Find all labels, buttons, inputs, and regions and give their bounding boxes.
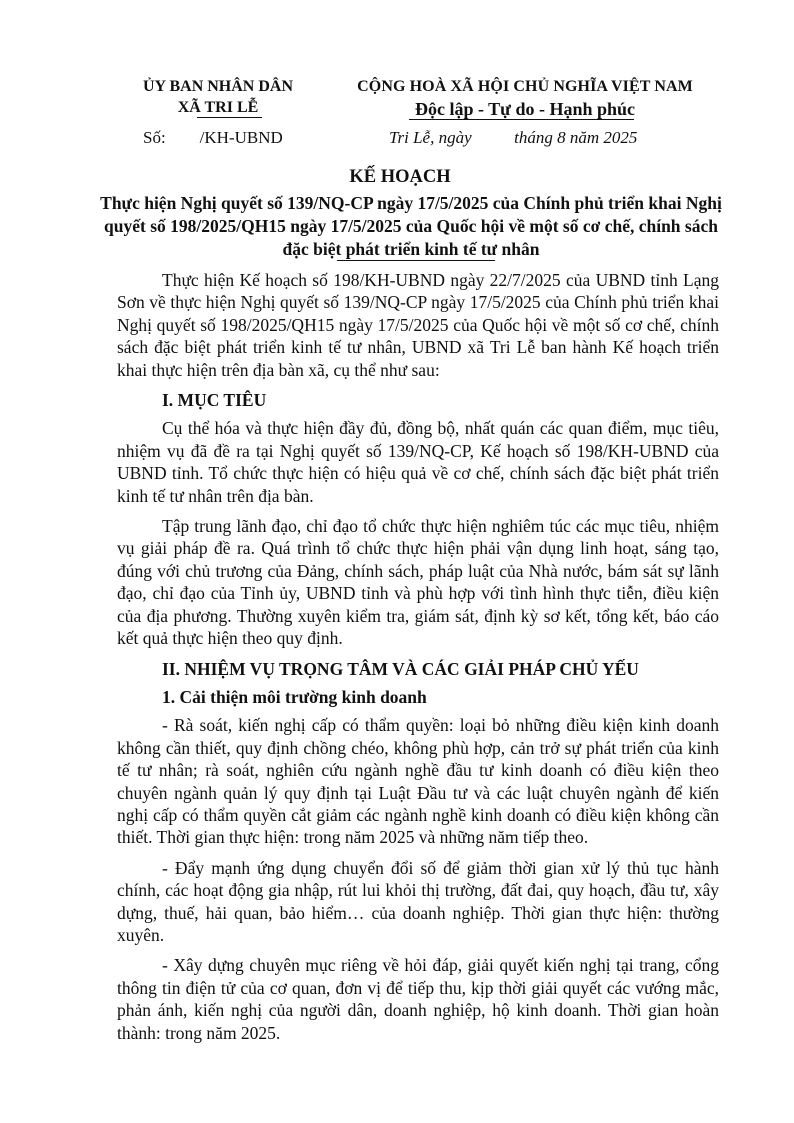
nation-name: CỘNG HOÀ XÃ HỘI CHỦ NGHĨA VIỆT NAM — [357, 78, 693, 95]
subtitle-underline — [337, 260, 495, 261]
agency-line-1: ỦY BAN NHÂN DÂN — [142, 78, 294, 95]
motto: Độc lập - Tự do - Hạnh phúc — [414, 99, 636, 119]
issuing-agency — [118, 76, 318, 118]
section-heading-tasks: II. NHIỆM VỤ TRỌNG TÂM VÀ CÁC GIẢI PHÁP CHỦ YẾU — [162, 658, 639, 679]
subsection-heading-business-environment: 1. Cải thiện môi trường kinh doanh — [162, 686, 427, 707]
document-number: Số: /KH-UBND — [143, 128, 283, 147]
national-motto — [330, 76, 720, 120]
objectives-paragraph-2: Tập trung lãnh đạo, chỉ đạo tổ chức thực hiện nghiêm túc các mục tiêu, nhiệm vụ giải pháp đề ra. Quá trình tổ chức thực hiện phải vận dụng linh hoạt, sáng tạo, đúng với chủ trương của Đảng, chính sách, pháp luật của Nhà nước, bám sát sự lãnh đạo, chỉ đạo của Tỉnh ủy, UBND tỉnh và phù hợp với tình hình thực tiễn, điều kiện của địa phương. Thường xuyên kiểm tra, giám sát, định kỳ sơ kết, tổng kết, báo cáo kết quả thực hiện theo quy định. — [117, 516, 719, 649]
document-date: Tri Lễ, ngày tháng 8 năm 2025 — [389, 128, 638, 147]
intro-paragraph: Thực hiện Kế hoạch số 198/KH-UBND ngày 22/7/2025 của UBND tỉnh Lạng Sơn về thực hiện Nghị quyết số 139/NQ-CP ngày 17/5/2025 của Chính phủ triển khai Nghị quyết số 198/2025/QH15 ngày 17/5/2025 của Quốc hội về một số cơ chế, chính sách đặc biệt phát triển kinh tế tư nhân, UBND xã Tri Lễ ban hành Kế hoạch triển khai thực hiện trên địa bàn xã, cụ thể như sau: — [117, 270, 719, 380]
objectives-paragraph-1: Cụ thể hóa và thực hiện đầy đủ, đồng bộ, nhất quán các quan điểm, mục tiêu, nhiệm vụ đã đề ra tại Nghị quyết số 139/NQ-CP, Kế hoạch số 198/KH-UBND của UBND tỉnh. Tổ chức thực hiện có hiệu quả về cơ chế, chính sách đặc biệt phát triển kinh tế tư nhân trên địa bàn. — [117, 418, 719, 506]
motto-underline — [409, 119, 634, 120]
task-item-3: - Xây dựng chuyên mục riêng về hỏi đáp, giải quyết kiến nghị tại trang, cổng thông tin điện tử của cơ quan, đơn vị để tiếp thu, kịp thời giải quyết các vướng mắc, phản ánh, kiến nghị của người dân, doanh nghiệp, hộ kinh doanh. Thời gian hoàn thành: trong năm 2025. — [117, 955, 719, 1043]
section-heading-objectives: I. MỤC TIÊU — [162, 390, 267, 411]
task-item-2: - Đẩy mạnh ứng dụng chuyển đổi số để giảm thời gian xử lý thủ tục hành chính, các hoạt động gia nhập, rút lui khỏi thị trường, đất đai, quy hoạch, đầu tư, xây dựng, thuế, hải quan, bảo hiểm… của doanh nghiệp. Thời gian thực hiện: thường xuyên. — [117, 857, 719, 945]
agency-underline — [197, 117, 262, 118]
document-subtitle: Thực hiện Nghị quyết số 139/NQ-CP ngày 17/5/2025 của Chính phủ triển khai Nghị quyết số 198/2025/QH15 ngày 17/5/2025 của Quốc hội về một số cơ chế, chính sách đặc biệt phát triển kinh tế tư nhân — [100, 193, 722, 259]
document-body — [117, 269, 719, 1052]
agency-line-2: XÃ TRI LỄ — [177, 99, 259, 116]
task-item-1: - Rà soát, kiến nghị cấp có thẩm quyền: loại bỏ những điều kiện kinh doanh không cần thiết, quy định chồng chéo, không phù hợp, cản trở sự phát triển của kinh tế tư nhân; rà soát, nghiên cứu ngành nghề đầu tư kinh doanh có điều kiện theo chuyên ngành quản lý quy định tại Luật Đầu tư và các luật chuyên ngành để kiến nghị cấp có thẩm quyền cắt giảm các ngành nghề kinh doanh có điều kiện không cần thiết. Thời gian thực hiện: trong năm 2025 và những năm tiếp theo. — [117, 715, 719, 848]
document-title: KẾ HOẠCH — [349, 167, 451, 187]
